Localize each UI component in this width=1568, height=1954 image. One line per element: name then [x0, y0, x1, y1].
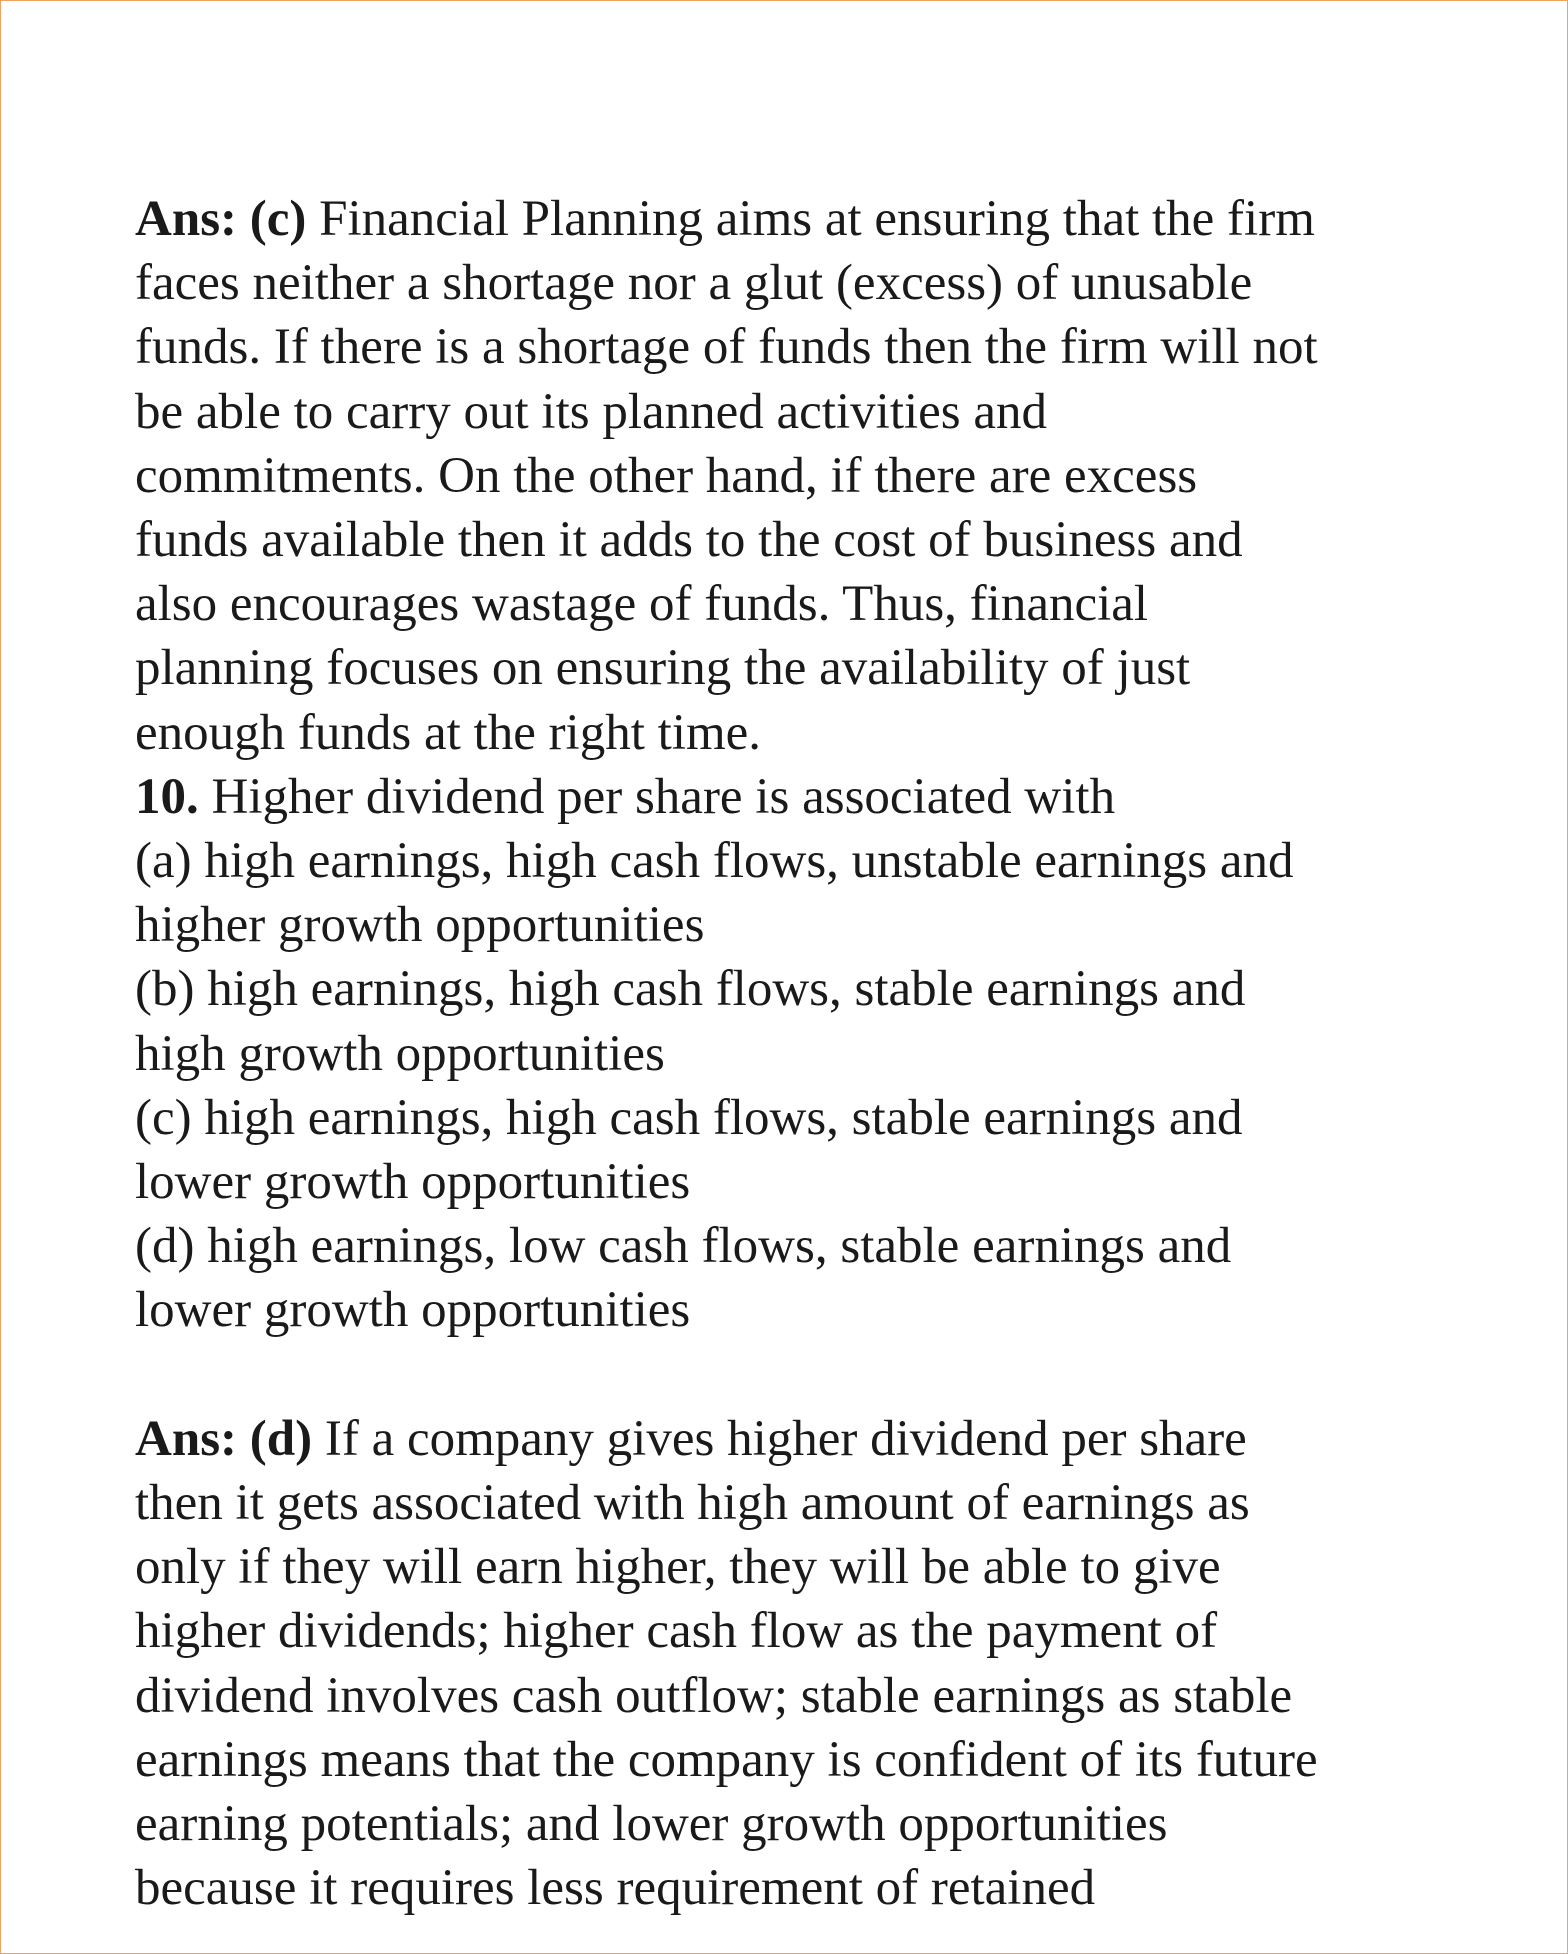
answer-d-line-8: because it requires less requirement of retained [135, 1860, 1096, 1917]
answer-text: Financial Planning aims at ensuring that the firm [306, 191, 1315, 247]
answer-c-line-9: enough funds at the right time. [135, 704, 762, 761]
option-c-line-2: lower growth opportunities [135, 1154, 691, 1211]
answer-option: (d) [249, 1410, 313, 1467]
answer-c-line-5: commitments. On the other hand, if there are excess [135, 447, 1198, 504]
option-a-line-2: higher growth opportunities [135, 897, 705, 954]
answer-text: If a company gives higher dividend per share [312, 1410, 1247, 1467]
answer-d-line-4: higher dividends; higher cash flow as the payment of [135, 1603, 1218, 1660]
option-d-line-2: lower growth opportunities [135, 1282, 691, 1339]
answer-c-line-8: planning focuses on ensuring the availability of just [135, 640, 1191, 697]
option-b-line-1: (b) high earnings, high cash flows, stable earnings and [135, 961, 1246, 1018]
option-a-line-1: (a) high earnings, high cash flows, unstable earnings and [135, 833, 1294, 890]
answer-d-line-5: dividend involves cash outflow; stable earnings as stable [135, 1667, 1293, 1724]
answer-c-line-7: also encourages wastage of funds. Thus, financial [135, 576, 1149, 633]
answer-d-line-3: only if they will earn higher, they will be able to give [135, 1539, 1221, 1596]
option-c-line-1: (c) high earnings, high cash flows, stable earnings and [135, 1089, 1243, 1146]
page-content [135, 187, 1465, 1920]
question-text: Higher dividend per share is associated with [198, 768, 1116, 825]
answer-c-line-6: funds available then it adds to the cost of business and [135, 512, 1243, 569]
answer-c-line-3: funds. If there is a shortage of funds then the firm will not [135, 319, 1318, 376]
answer-d-line-2: then it gets associated with high amount of earnings as [135, 1475, 1250, 1532]
answer-c-line-2: faces neither a shortage nor a glut (excess) of unusable [135, 255, 1253, 312]
question-10-stem [135, 765, 1465, 829]
answer-label: Ans: [135, 1410, 238, 1467]
answer-d-line-6: earnings means that the company is confident of its future [135, 1731, 1318, 1788]
answer-option: (c) [249, 191, 307, 247]
question-number: 10. [135, 768, 199, 825]
option-b-line-2: high growth opportunities [135, 1025, 665, 1082]
answer-d-line-1 [135, 1407, 1465, 1471]
answer-c-line-4: be able to carry out its planned activities and [135, 383, 1048, 440]
answer-label: Ans: [135, 191, 238, 247]
answer-d-line-7: earning potentials; and lower growth opportunities [135, 1796, 1168, 1853]
paragraph-spacer [135, 1343, 1465, 1407]
option-d-line-1: (d) high earnings, low cash flows, stable earnings and [135, 1218, 1232, 1275]
answer-c-line-1 [135, 187, 1465, 251]
